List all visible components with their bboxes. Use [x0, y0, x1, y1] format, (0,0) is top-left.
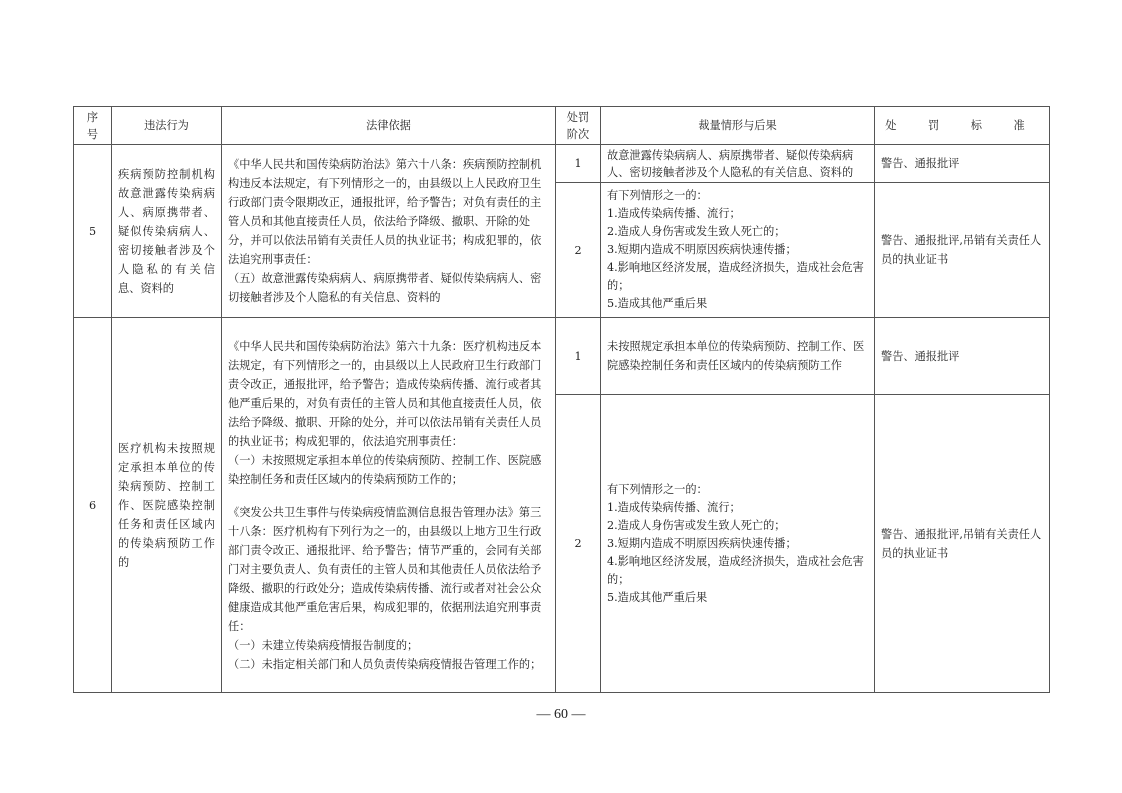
penalty-tier: 1: [556, 145, 601, 183]
penalty-standard: 警告、通报批评,吊销有关责任人员的执业证书: [875, 183, 1050, 318]
legal-basis-paragraph: 《突发公共卫生事件与传染病疫情监测信息报告管理办法》第三十八条：医疗机构有下列行为之一的，由县级以上地方卫生行政部门责令改正、通报批评、给予警告；情节严重的，会同有关部门对主要负责人、负有责任的主管人员和其他责任人员依法给予降级、撤职的行政处分；造成传染病传播、流行或者对社会公众健康造成其他严重危害后果，构成犯罪的，依据刑法追究刑事责任：: [228, 505, 542, 633]
circumstance: 有下列情形之一的： 1.造成传染病传播、流行； 2.造成人身伤害或发生致人死亡的； 3.短期内造成不明原因疾病快速传播； 4.影响地区经济发展，造成经济损失，造成社会危害的； 5.造成其他严重后果: [601, 183, 875, 318]
table-row: [74, 318, 1050, 395]
violation-act: 医疗机构未按照规定承担本单位的传染病预防、控制工作、医院感染控制任务和责任区域内的传染病预防工作的: [112, 318, 222, 693]
penalty-standard: 警告、通报批评,吊销有关责任人员的执业证书: [875, 395, 1050, 693]
penalty-tier: 1: [556, 318, 601, 395]
row-number: 5: [74, 145, 112, 318]
penalty-table: [73, 106, 1050, 693]
header-tier: 处罚 阶次: [556, 107, 601, 145]
penalty-tier: 2: [556, 395, 601, 693]
legal-basis-paragraph: （一）未建立传染病疫情报告制度的；: [228, 638, 419, 652]
legal-basis: [222, 318, 556, 693]
legal-basis-paragraph: 《中华人民共和国传染病防治法》第六十九条：医疗机构违反本法规定，有下列情形之一的，由县级以上人民政府卫生行政部门责令改正，通报批评，给予警告；造成传染病传播、流行或者其他严重后果的，对负有责任的主管人员和其他直接责任人员，依法给予降级、撤职、开除的处分，并可以依法吊销有关责任人员的执业证书；构成犯罪的，依法追究刑事责任：: [228, 339, 542, 448]
table-row: [74, 145, 1050, 183]
penalty-standard: 警告、通报批评: [875, 318, 1050, 395]
header-basis: 法律依据: [222, 107, 556, 145]
legal-basis-paragraph: 《中华人民共和国传染病防治法》第六十八条：疾病预防控制机构违反本法规定，有下列情形之一的，由县级以上人民政府卫生行政部门责令限期改正，通报批评，给予警告；对负有责任的主管人员和其他直接责任人员，依法给予降级、撤职、开除的处分，并可以依法吊销有关责任人员的执业证书；构成犯罪的，依法追究刑事责任：: [228, 158, 542, 266]
circumstance: 有下列情形之一的： 1.造成传染病传播、流行； 2.造成人身伤害或发生致人死亡的； 3.短期内造成不明原因疾病快速传播； 4.影响地区经济发展，造成经济损失，造成社会危害的； 5.造成其他严重后果: [601, 395, 875, 693]
penalty-tier: 2: [556, 183, 601, 318]
legal-basis-paragraph: （五）故意泄露传染病病人、病原携带者、疑似传染病病人、密切接触者涉及个人隐私的有关信息、资料的: [228, 272, 542, 304]
legal-basis: [222, 145, 556, 318]
circumstance: 故意泄露传染病病人、病原携带者、疑似传染病病人、密切接触者涉及个人隐私的有关信息、资料的: [601, 145, 875, 183]
paragraph-spacer: [228, 489, 549, 503]
header-act: 违法行为: [112, 107, 222, 145]
header-standard-label: 处 罚 标 准: [885, 119, 1039, 132]
circumstance: 未按照规定承担本单位的传染病预防、控制工作、医院感染控制任务和责任区域内的传染病预防工作: [601, 318, 875, 395]
header-circumstance: 裁量情形与后果: [601, 107, 875, 145]
penalty-standard: 警告、通报批评: [875, 145, 1050, 183]
row-number: 6: [74, 318, 112, 693]
legal-basis-paragraph: （二）未指定相关部门和人员负责传染病疫情报告管理工作的；: [228, 657, 542, 671]
legal-basis-paragraph: （一）未按照规定承担本单位的传染病预防、控制工作、医院感染控制任务和责任区域内的传染病预防工作的；: [228, 453, 542, 486]
table-header-row: [74, 107, 1050, 145]
header-standard: [875, 107, 1050, 145]
page-number: — 60 —: [536, 707, 586, 722]
violation-act: 疾病预防控制机构故意泄露传染病病人、病原携带者、疑似传染病病人、密切接触者涉及个人隐私的有关信息、资料的: [112, 145, 222, 318]
header-no: 序 号: [74, 107, 112, 145]
